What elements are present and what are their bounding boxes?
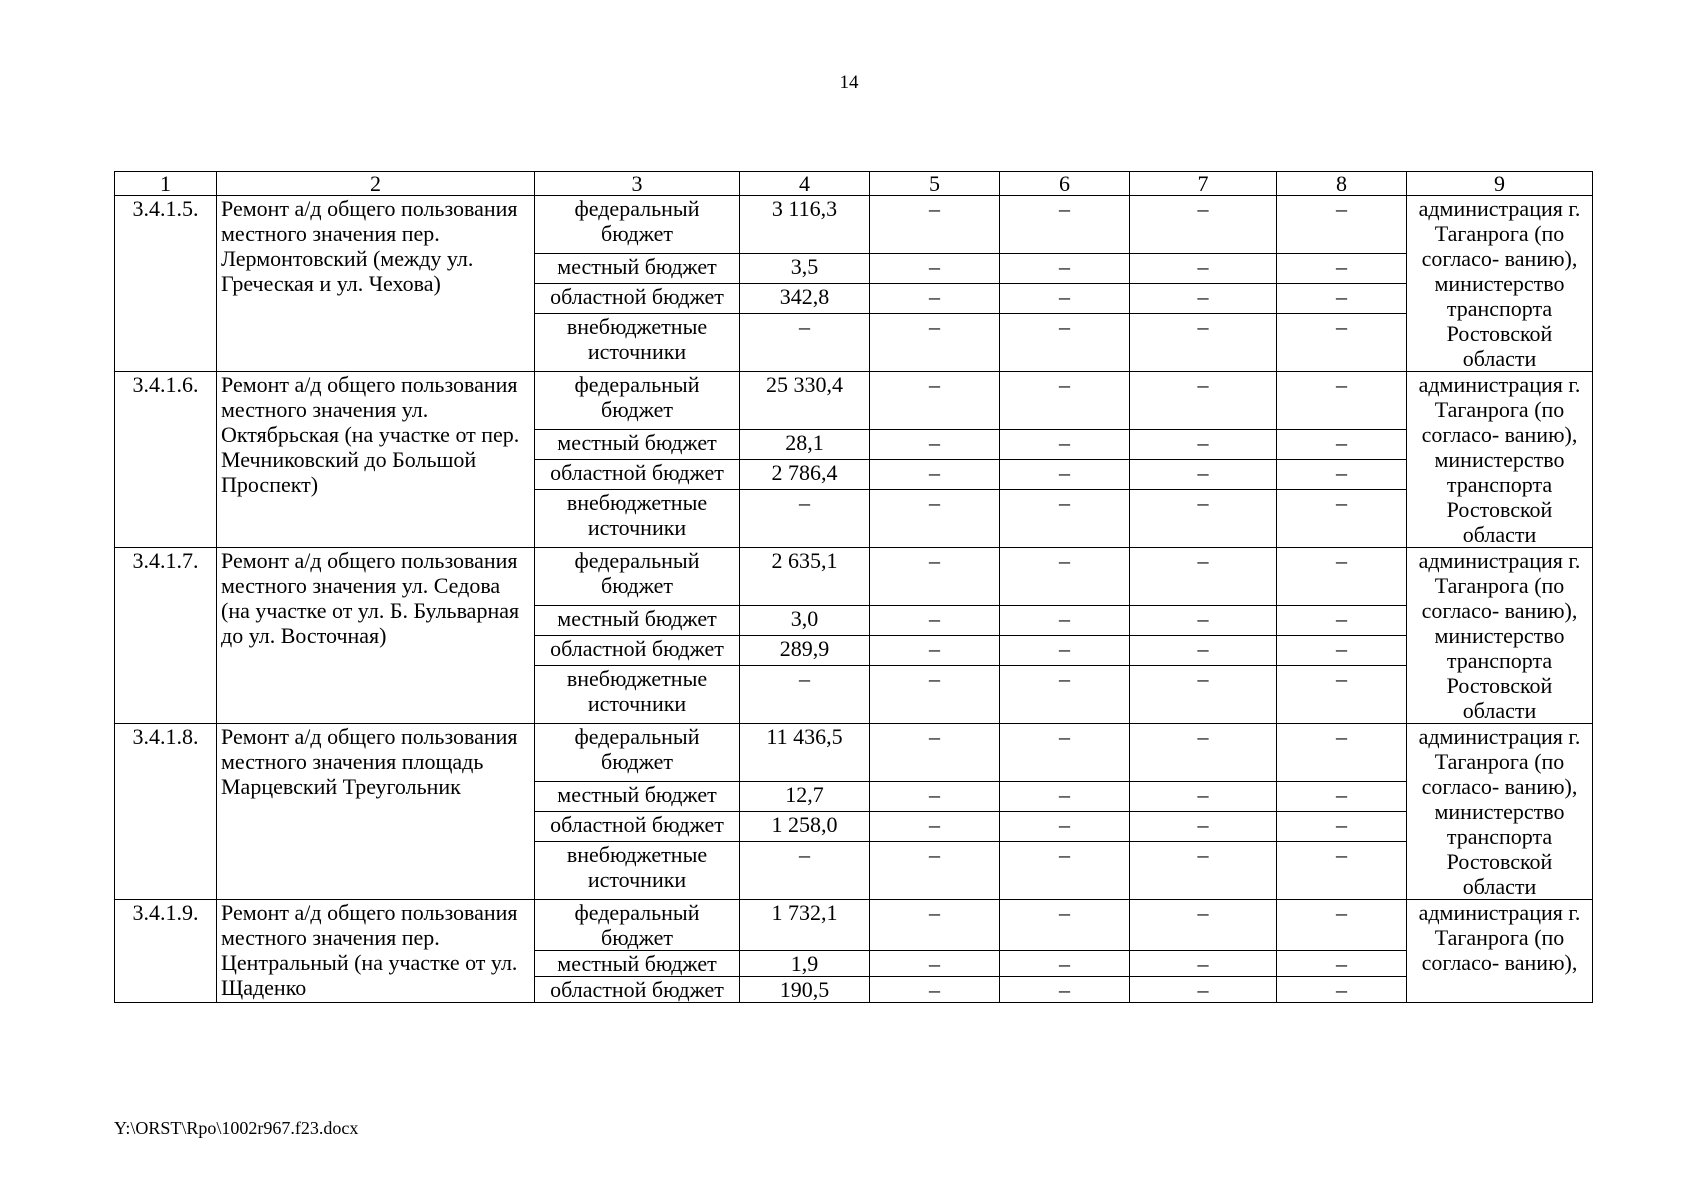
amount-cell: – — [870, 900, 1000, 951]
amount-cell: – — [1130, 977, 1277, 1003]
amount-cell: – — [740, 665, 870, 723]
funding-source: местный бюджет — [535, 254, 740, 284]
amount-cell: – — [740, 489, 870, 547]
header-cell: 1 — [115, 172, 217, 196]
amount-cell: 2 635,1 — [740, 548, 870, 606]
amount-cell: – — [870, 635, 1000, 665]
amount-cell: – — [1130, 372, 1277, 430]
amount-cell: – — [870, 977, 1000, 1003]
amount-cell: – — [740, 841, 870, 899]
amount-cell: 1,9 — [740, 951, 870, 977]
amount-cell: – — [1277, 548, 1407, 606]
funding-source: областной бюджет — [535, 977, 740, 1003]
amount-cell: – — [1000, 430, 1130, 460]
amount-cell: – — [1130, 548, 1277, 606]
amount-cell: – — [1130, 951, 1277, 977]
amount-cell: – — [1130, 782, 1277, 812]
amount-cell: – — [1130, 900, 1277, 951]
amount-cell: – — [1130, 811, 1277, 841]
amount-cell: – — [1277, 372, 1407, 430]
amount-cell: – — [1277, 254, 1407, 284]
funding-source: областной бюджет — [535, 635, 740, 665]
amount-cell: – — [1277, 951, 1407, 977]
funding-source: областной бюджет — [535, 283, 740, 313]
amount-cell: – — [1277, 841, 1407, 899]
funding-source: областной бюджет — [535, 811, 740, 841]
program-item — [115, 372, 1593, 548]
amount-cell: – — [1000, 977, 1130, 1003]
funding-source: федеральный бюджет — [535, 196, 740, 254]
item-number: 3.4.1.6. — [115, 372, 217, 548]
header-row — [115, 172, 1593, 196]
amount-cell: 289,9 — [740, 635, 870, 665]
funding-source: внебюджетные источники — [535, 489, 740, 547]
table-row — [115, 724, 1593, 782]
funding-source: федеральный бюджет — [535, 372, 740, 430]
amount-cell: 1 258,0 — [740, 811, 870, 841]
amount-cell: – — [1130, 459, 1277, 489]
amount-cell: – — [870, 254, 1000, 284]
amount-cell: – — [1130, 724, 1277, 782]
amount-cell: – — [870, 548, 1000, 606]
amount-cell: – — [1000, 841, 1130, 899]
funding-source: местный бюджет — [535, 951, 740, 977]
program-table — [114, 171, 1593, 1003]
amount-cell: – — [870, 606, 1000, 636]
funding-source: местный бюджет — [535, 430, 740, 460]
item-number: 3.4.1.5. — [115, 196, 217, 372]
amount-cell: – — [1000, 548, 1130, 606]
responsible-party: администрация г. Таганрога (по согласо- ванию), министерство транспорта Ростовской области — [1407, 548, 1593, 724]
amount-cell: – — [870, 459, 1000, 489]
file-path-footer: Y:\ORST\Rpo\1002r967.f23.docx — [114, 1118, 359, 1138]
amount-cell: – — [870, 811, 1000, 841]
amount-cell: – — [1277, 459, 1407, 489]
program-item — [115, 548, 1593, 724]
amount-cell: – — [1000, 782, 1130, 812]
funding-source: внебюджетные источники — [535, 841, 740, 899]
amount-cell: – — [870, 372, 1000, 430]
table-row — [115, 548, 1593, 606]
table-row — [115, 900, 1593, 951]
funding-source: внебюджетные источники — [535, 665, 740, 723]
funding-source: федеральный бюджет — [535, 548, 740, 606]
amount-cell: – — [1277, 489, 1407, 547]
amount-cell: – — [1000, 951, 1130, 977]
item-number: 3.4.1.7. — [115, 548, 217, 724]
amount-cell: – — [1277, 782, 1407, 812]
header-cell: 9 — [1407, 172, 1593, 196]
responsible-party: администрация г. Таганрога (по согласо- ванию), министерство транспорта Ростовской области — [1407, 372, 1593, 548]
amount-cell: – — [870, 782, 1000, 812]
header-cell: 6 — [1000, 172, 1130, 196]
amount-cell: 190,5 — [740, 977, 870, 1003]
amount-cell: – — [1130, 606, 1277, 636]
amount-cell: 3 116,3 — [740, 196, 870, 254]
funding-source: внебюджетные источники — [535, 313, 740, 371]
amount-cell: 3,5 — [740, 254, 870, 284]
amount-cell: – — [1277, 606, 1407, 636]
amount-cell: – — [1277, 313, 1407, 371]
amount-cell: – — [1000, 665, 1130, 723]
amount-cell: – — [1000, 313, 1130, 371]
item-name: Ремонт а/д общего пользования местного значения пер. Лермонтовский (между ул. Греческая и ул. Чехова) — [217, 196, 535, 372]
amount-cell: – — [1130, 665, 1277, 723]
amount-cell: 11 436,5 — [740, 724, 870, 782]
amount-cell: – — [1277, 635, 1407, 665]
item-number: 3.4.1.9. — [115, 900, 217, 1003]
amount-cell: – — [1000, 372, 1130, 430]
header-cell: 3 — [535, 172, 740, 196]
amount-cell: – — [870, 283, 1000, 313]
program-item — [115, 196, 1593, 372]
amount-cell: – — [1277, 283, 1407, 313]
amount-cell: – — [1130, 841, 1277, 899]
header-cell: 8 — [1277, 172, 1407, 196]
amount-cell: – — [1277, 430, 1407, 460]
amount-cell: – — [1000, 606, 1130, 636]
amount-cell: – — [1277, 724, 1407, 782]
amount-cell: – — [1000, 900, 1130, 951]
amount-cell: – — [1277, 811, 1407, 841]
amount-cell: 28,1 — [740, 430, 870, 460]
amount-cell: – — [1130, 254, 1277, 284]
amount-cell: – — [870, 951, 1000, 977]
amount-cell: – — [1277, 977, 1407, 1003]
header-cell: 7 — [1130, 172, 1277, 196]
amount-cell: – — [1277, 665, 1407, 723]
amount-cell: 25 330,4 — [740, 372, 870, 430]
header-cell: 2 — [217, 172, 535, 196]
amount-cell: – — [870, 724, 1000, 782]
amount-cell: – — [870, 313, 1000, 371]
amount-cell: – — [870, 665, 1000, 723]
amount-cell: – — [870, 489, 1000, 547]
page-number: 14 — [839, 72, 859, 93]
amount-cell: – — [870, 430, 1000, 460]
amount-cell: 3,0 — [740, 606, 870, 636]
item-name: Ремонт а/д общего пользования местного значения пер. Центральный (на участке от ул. Щаденко — [217, 900, 535, 1003]
amount-cell: – — [1130, 635, 1277, 665]
responsible-party: администрация г. Таганрога (по согласо- ванию), министерство транспорта Ростовской области — [1407, 196, 1593, 372]
responsible-party: администрация г. Таганрога (по согласо- ванию), — [1407, 900, 1593, 1003]
amount-cell: – — [1000, 635, 1130, 665]
responsible-party: администрация г. Таганрога (по согласо- ванию), министерство транспорта Ростовской области — [1407, 724, 1593, 900]
item-name: Ремонт а/д общего пользования местного значения площадь Марцевский Треугольник — [217, 724, 535, 900]
amount-cell: – — [1277, 196, 1407, 254]
amount-cell: – — [1000, 811, 1130, 841]
amount-cell: – — [1000, 724, 1130, 782]
amount-cell: 2 786,4 — [740, 459, 870, 489]
program-item — [115, 724, 1593, 900]
amount-cell: – — [740, 313, 870, 371]
amount-cell: – — [1000, 489, 1130, 547]
amount-cell: – — [1130, 283, 1277, 313]
amount-cell: – — [1130, 489, 1277, 547]
amount-cell: – — [1130, 196, 1277, 254]
item-name: Ремонт а/д общего пользования местного значения ул. Седова (на участке от ул. Б. Бульварная до ул. Восточная) — [217, 548, 535, 724]
amount-cell: 1 732,1 — [740, 900, 870, 951]
header-cell: 4 — [740, 172, 870, 196]
header-cell: 5 — [870, 172, 1000, 196]
item-number: 3.4.1.8. — [115, 724, 217, 900]
item-name: Ремонт а/д общего пользования местного значения ул. Октябрьская (на участке от пер. Мечниковский до Большой Проспект) — [217, 372, 535, 548]
funding-source: областной бюджет — [535, 459, 740, 489]
funding-source: федеральный бюджет — [535, 900, 740, 951]
funding-source: федеральный бюджет — [535, 724, 740, 782]
funding-source: местный бюджет — [535, 606, 740, 636]
table-row — [115, 196, 1593, 254]
amount-cell: 342,8 — [740, 283, 870, 313]
amount-cell: – — [870, 196, 1000, 254]
amount-cell: – — [870, 841, 1000, 899]
amount-cell: – — [1000, 254, 1130, 284]
amount-cell: – — [1000, 283, 1130, 313]
amount-cell: – — [1000, 459, 1130, 489]
amount-cell: – — [1000, 196, 1130, 254]
program-item — [115, 900, 1593, 1003]
amount-cell: – — [1130, 313, 1277, 371]
amount-cell: 12,7 — [740, 782, 870, 812]
funding-source: местный бюджет — [535, 782, 740, 812]
amount-cell: – — [1130, 430, 1277, 460]
table-row — [115, 372, 1593, 430]
amount-cell: – — [1277, 900, 1407, 951]
